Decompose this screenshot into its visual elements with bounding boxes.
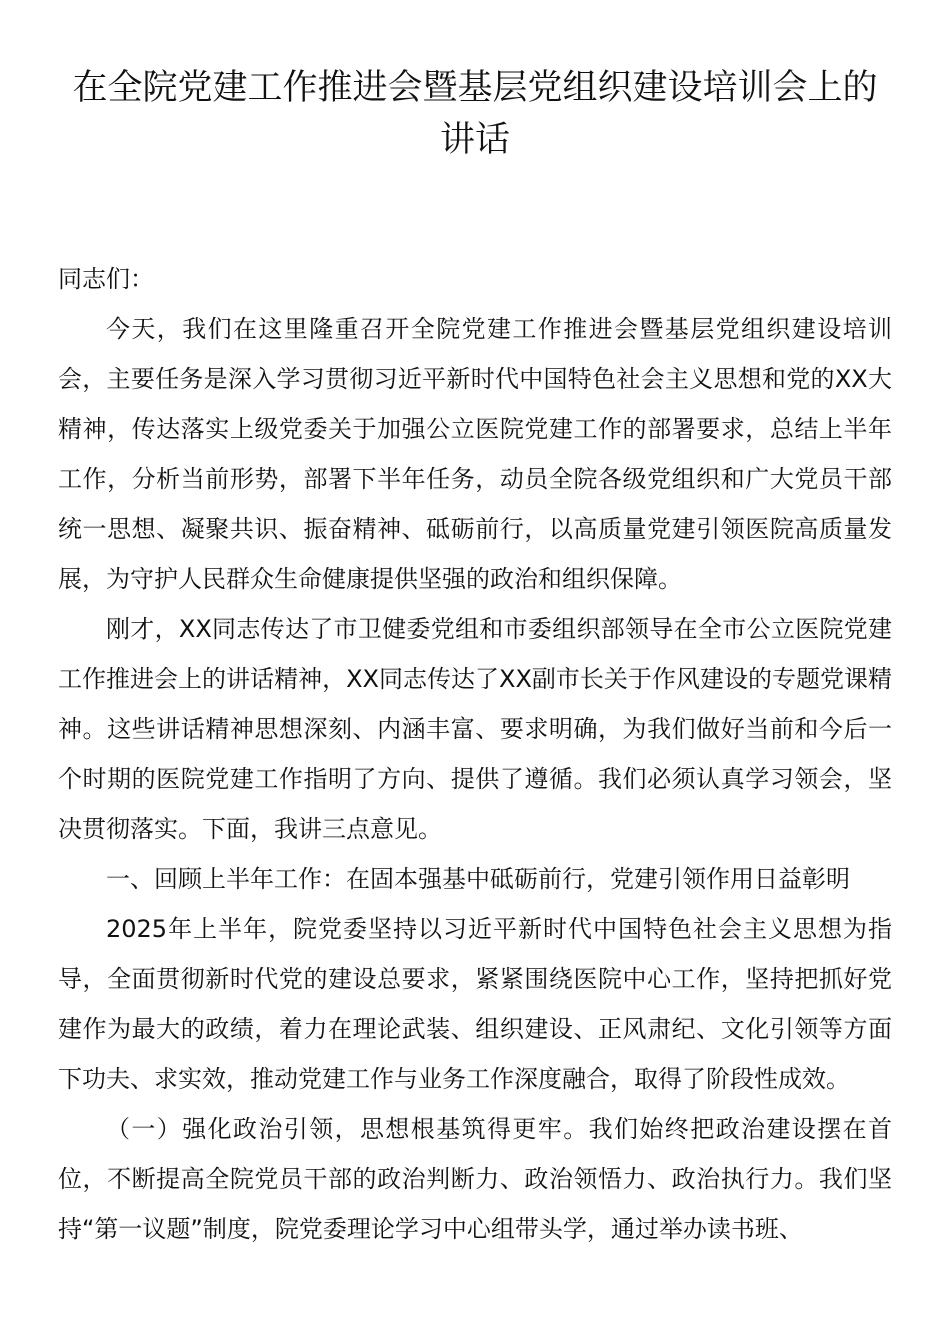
paragraph-political-guidance: （一）强化政治引领，思想根基筑得更牢。我们始终把政治建设摆在首位，不断提高全院党员干部的政治判断力、政治领悟力、政治执行力。我们坚持“第一议题”制度，院党委理论学习中心组带头学，通过举办读书班、	[58, 1115, 892, 1243]
salutation: 同志们：	[58, 265, 154, 293]
paragraph-opening: 今天，我们在这里隆重召开全院党建工作推进会暨基层党组织建设培训会，主要任务是深入学习贯彻习近平新时代中国特色社会主义思想和党的XX大精神，传达落实上级党委关于加强公立医院党建工作的部署要求，总结上半年工作，分析当前形势，部署下半年任务，动员全院各级党组织和广大党员干部统一思想、凝聚共识、振奋精神、砥砺前行，以高质量党建引领医院高质量发展，为守护人民群众生命健康提供坚强的政治和组织保障。	[58, 315, 892, 593]
paragraph-transmission: 刚才，XX同志传达了市卫健委党组和市委组织部领导在全市公立医院党建工作推进会上的讲话精神，XX同志传达了XX副市长关于作风建设的专题党课精神。这些讲话精神思想深刻、内涵丰富、要求明确，为我们做好当前和今后一个时期的医院党建工作指明了方向、提供了遵循。我们必须认真学习领会，坚决贯彻落实。下面，我讲三点意见。	[58, 615, 892, 843]
document-body	[58, 254, 892, 1254]
paragraph-review: 2025年上半年，院党委坚持以习近平新时代中国特色社会主义思想为指导，全面贯彻新时代党的建设总要求，紧紧围绕医院中心工作，坚持把抓好党建作为最大的政绩，着力在理论武装、组织建设、正风肃纪、文化引领等方面下功夫、求实效，推动党建工作与业务工作深度融合，取得了阶段性成效。	[58, 915, 892, 1093]
document-title: 在全院党建工作推进会暨基层党组织建设培训会上的讲话	[72, 68, 878, 160]
section-heading-1: 一、回顾上半年工作：在固本强基中砥砺前行，党建引领作用日益彰明	[106, 865, 850, 893]
